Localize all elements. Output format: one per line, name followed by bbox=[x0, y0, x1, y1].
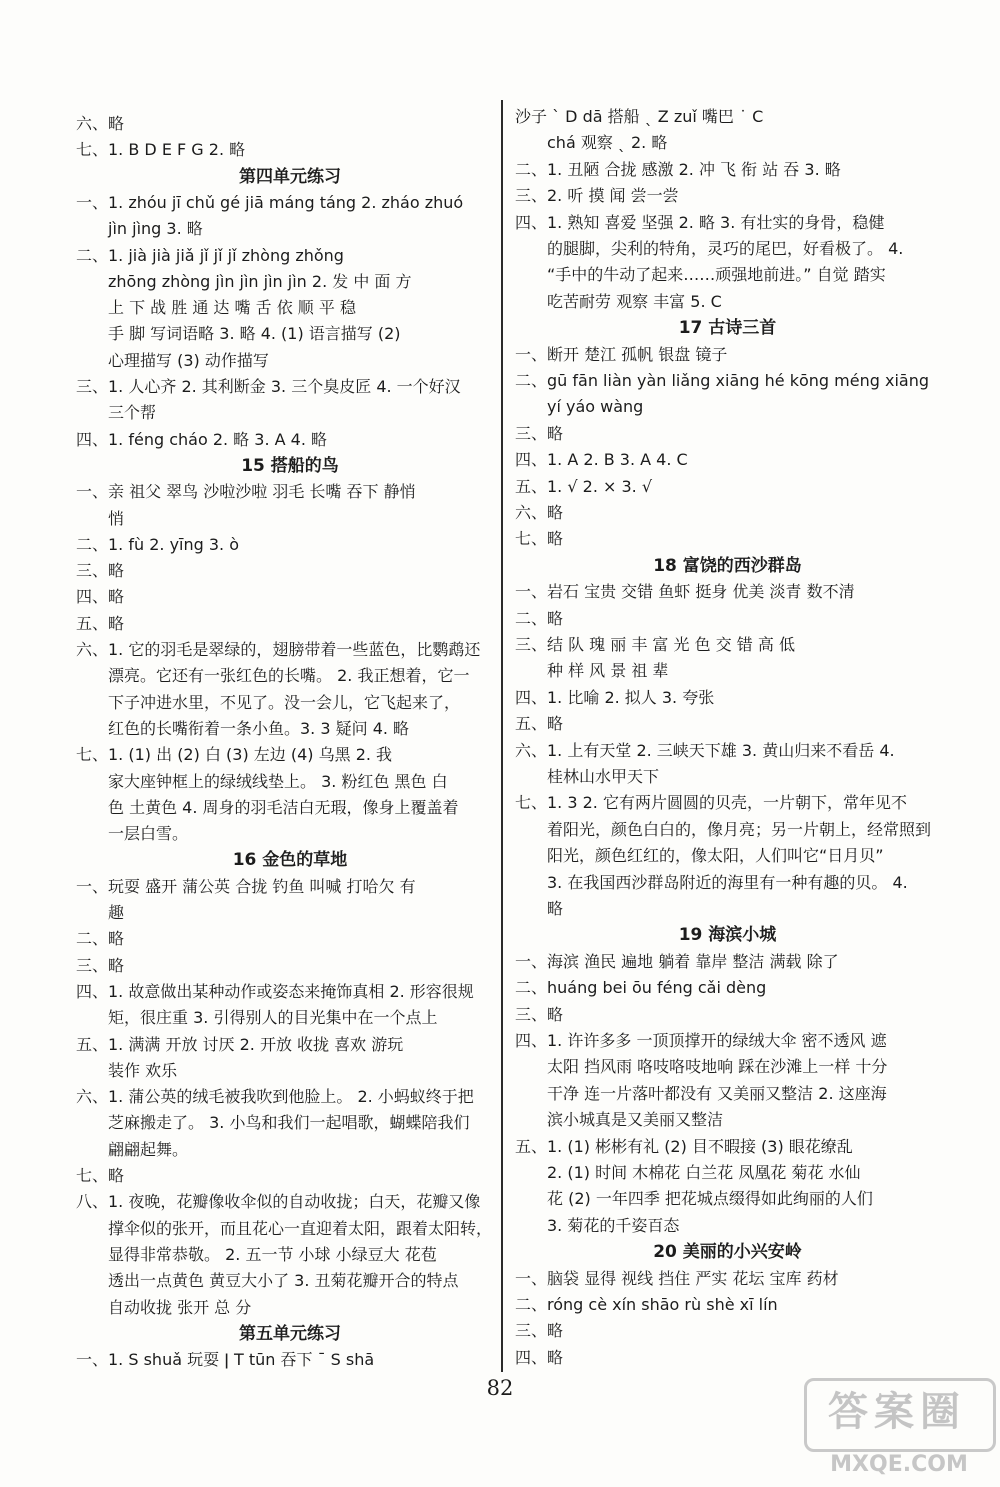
answer-line: 一、1. zhóu jī chǔ gé jiā máng táng 2. zháo zhuó bbox=[76, 192, 464, 212]
section-heading: 20 美丽的小兴安岭 bbox=[653, 1242, 802, 1263]
answer-line: yí yáo wàng bbox=[547, 397, 644, 417]
answer-line: 色 土黄色 4. 周身的羽毛洁白无瑕，像身上覆盖着 bbox=[108, 797, 459, 817]
answer-line: 手 脚 写词语略 3. 略 4. (1) 语言描写 (2) bbox=[108, 324, 401, 344]
answer-line: 翩翩起舞。 bbox=[108, 1139, 189, 1159]
answer-line: 四、1. 比喻 2. 拟人 3. 夸张 bbox=[515, 687, 715, 707]
section-heading: 16 金色的草地 bbox=[232, 850, 348, 871]
answer-line: 三、略 bbox=[515, 1004, 564, 1024]
answer-line: “手中的牛动了起来……顽强地前进。” 自觉 踏实 bbox=[547, 265, 886, 285]
answer-line: 一、亲 祖父 翠鸟 沙啦沙啦 羽毛 长嘴 吞下 静悄 bbox=[76, 482, 416, 502]
answer-line: 悄 bbox=[108, 508, 125, 528]
answer-line: 四、1. 许许多多 一顶顶撑开的绿绒大伞 密不透风 遮 bbox=[515, 1031, 887, 1050]
answer-line: 着阳光，颜色白白的，像月亮；另一片朝上，经常照到 bbox=[547, 819, 932, 839]
answer-line: 一、断开 楚江 孤帆 银盘 镜子 bbox=[515, 344, 728, 364]
answer-line: 一、脑袋 显得 视线 挡住 严实 花坛 宝库 药材 bbox=[515, 1268, 839, 1288]
answer-line: 的腿脚，尖利的特角，灵巧的尾巴，好看极了。 4. bbox=[547, 239, 904, 258]
answer-line: 二、róng cè xín shāo rù shè xī lín bbox=[515, 1295, 778, 1314]
answer-line: 五、1. (1) 彬彬有礼 (2) 目不暇接 (3) 眼花缭乱 bbox=[515, 1136, 853, 1156]
answer-line: 干净 连一片落叶都没有 又美丽又整洁 2. 这座海 bbox=[547, 1083, 887, 1103]
answer-line: 六、1. 蒲公英的绒毛被我吹到他脸上。 2. 小蚂蚁终于把 bbox=[76, 1087, 474, 1107]
answer-line: 一、岩石 宝贵 交错 鱼虾 挺身 优美 淡青 数不清 bbox=[515, 582, 855, 602]
answer-line: 红色的长嘴衔着一条小鱼。3. 3 疑问 4. 略 bbox=[108, 718, 410, 738]
answer-line: 七、1. B D E F G 2. 略 bbox=[76, 140, 246, 160]
answer-line: 3. 菊花的千姿百态 bbox=[547, 1215, 680, 1235]
answer-line: 三、略 bbox=[515, 1321, 564, 1341]
answer-line: 七、1. 3 2. 它有两片圆圆的贝壳，一片朝下，常年见不 bbox=[515, 793, 907, 813]
watermark bbox=[804, 1378, 994, 1478]
section-heading: 第五单元练习 bbox=[239, 1323, 341, 1344]
answer-line: 矩，很庄重 3. 引得别人的目光集中在一个点上 bbox=[108, 1008, 438, 1028]
answer-line: 四、1. 故意做出某种动作或姿态来掩饰真相 2. 形容很规 bbox=[76, 981, 474, 1001]
answer-line: 五、1. √ 2. × 3. √ bbox=[515, 476, 653, 496]
answer-line: chá 观察 ˎ 2. 略 bbox=[547, 133, 668, 153]
answer-line: 四、略 bbox=[515, 1347, 564, 1367]
answer-line: 四、1. A 2. B 3. A 4. C bbox=[515, 450, 688, 470]
answer-line: 心理描写 (3) 动作描写 bbox=[108, 350, 269, 370]
answer-line: 滨小城真是又美丽又整洁 bbox=[547, 1110, 724, 1130]
answer-line: 种 样 风 景 祖 辈 bbox=[547, 661, 669, 681]
answer-line: 自动收拢 张开 总 分 bbox=[108, 1297, 252, 1317]
section-heading: 第四单元练习 bbox=[239, 166, 341, 187]
section-heading: 19 海滨小城 bbox=[678, 925, 777, 946]
answer-line: 桂林山水甲天下 bbox=[547, 767, 660, 786]
answer-line: 上 下 战 胜 通 达 嘴 舌 依 顺 平 稳 bbox=[108, 298, 356, 318]
answer-line: 五、略 bbox=[515, 714, 564, 734]
answer-line: 六、1. 它的羽毛是翠绿的，翅膀带着一些蓝色，比鹦鹉还 bbox=[76, 640, 481, 659]
answer-line: 花 (2) 一年四季 把花城点缀得如此绚丽的人们 bbox=[547, 1189, 873, 1209]
answer-line: 七、1. (1) 出 (2) 白 (3) 左边 (4) 乌黑 2. 我 bbox=[76, 745, 393, 765]
answer-line: 一层白雪。 bbox=[108, 824, 189, 844]
answer-line: 四、1. 熟知 喜爱 坚强 2. 略 3. 有壮实的身骨，稳健 bbox=[515, 212, 885, 232]
answer-line: 三个帮 bbox=[108, 403, 157, 423]
section-heading: 18 富饶的西沙群岛 bbox=[653, 555, 802, 576]
page-number: 82 bbox=[486, 1376, 514, 1400]
answer-line: 三、2. 听 摸 闻 尝一尝 bbox=[515, 186, 679, 206]
answer-line: 六、略 bbox=[515, 503, 564, 522]
answer-line: 二、1. jià jià jiǎ jǐ jǐ jǐ zhòng zhǒng bbox=[76, 245, 344, 265]
answer-line: 芝麻搬走了。 3. 小鸟和我们一起唱歌，蝴蝶陪我们 bbox=[108, 1113, 470, 1133]
answer-line: 一、1. S shuǎ 玩耍 ǀ T tūn 吞下 ˉ S shā bbox=[76, 1350, 375, 1370]
section-heading: 17 古诗三首 bbox=[678, 318, 777, 339]
section-heading: 15 搭船的鸟 bbox=[241, 455, 339, 476]
answer-line: 二、gū fān liàn yàn liǎng xiāng hé kōng méng xiāng bbox=[515, 371, 929, 390]
answer-line: 家大座钟框上的绿绒线垫上。 3. 粉红色 黑色 白 bbox=[108, 771, 448, 791]
answer-line: 2. (1) 时间 木棉花 白兰花 凤凰花 菊花 水仙 bbox=[547, 1163, 861, 1182]
answer-line: 五、1. 满满 开放 讨厌 2. 开放 收拢 喜欢 游玩 bbox=[76, 1034, 404, 1054]
answer-line: 五、略 bbox=[76, 613, 125, 633]
answer-line: 漂亮。它还有一张红色的长嘴。 2. 我正想着，它一 bbox=[108, 666, 470, 686]
answer-line: 吃苦耐劳 观察 丰富 5. C bbox=[547, 291, 722, 311]
answer-line: 二、1. fù 2. yīng 3. ò bbox=[76, 534, 240, 554]
answer-line: 沙子 ˋ D dā 搭船 ˎ Z zuǐ 嘴巴 ˙ C bbox=[515, 107, 764, 126]
answer-line: 二、略 bbox=[76, 929, 125, 949]
answer-line: 二、略 bbox=[515, 608, 564, 628]
answer-line: 七、略 bbox=[515, 529, 564, 549]
answer-line: 装作 欢乐 bbox=[108, 1060, 178, 1080]
answer-line: 六、1. 上有天堂 2. 三峡天下雄 3. 黄山归来不看岳 4. bbox=[515, 740, 895, 760]
answer-line: 显得非常恭敬。 2. 五一节 小球 小绿豆大 花苞 bbox=[108, 1244, 437, 1264]
answer-line: 二、huáng bei ōu féng cǎi dèng bbox=[515, 978, 767, 998]
answer-line: 三、结 队 瑰 丽 丰 富 光 色 交 错 高 低 bbox=[515, 635, 795, 654]
answer-line: 三、略 bbox=[76, 955, 125, 975]
answer-line: zhōng zhòng jìn jìn jìn jìn 2. 发 中 面 方 bbox=[108, 271, 412, 291]
watermark-url: MXQE.COM bbox=[830, 1452, 968, 1477]
answer-line: 三、略 bbox=[515, 423, 564, 443]
answer-line: jìn jìng 3. 略 bbox=[108, 219, 203, 239]
answer-line: 四、略 bbox=[76, 587, 125, 607]
answer-line: 二、1. 丑陋 合拢 感激 2. 冲 飞 衔 站 吞 3. 略 bbox=[515, 159, 841, 179]
answer-line: 六、略 bbox=[76, 114, 125, 133]
answer-line: 八、1. 夜晚，花瓣像收伞似的自动收拢；白天，花瓣又像 bbox=[76, 1192, 481, 1212]
answer-line: 3. 在我国西沙群岛附近的海里有一种有趣的贝。 4. bbox=[547, 872, 908, 892]
answer-line: 趣 bbox=[108, 903, 125, 922]
answer-line: 透出一点黄色 黄豆大小了 3. 丑菊花瓣开合的特点 bbox=[108, 1271, 459, 1291]
answer-line: 太阳 挡风雨 咯吱咯吱地响 踩在沙滩上一样 十分 bbox=[547, 1057, 888, 1077]
answer-line: 阳光，颜色红红的，像太阳，人们叫它“日月贝” bbox=[547, 846, 884, 866]
answer-line: 下子冲进水里，不见了。没一会儿，它飞起来了， bbox=[108, 692, 461, 712]
answer-line: 三、略 bbox=[76, 561, 125, 581]
answer-line: 撑伞似的张开，而且花心一直迎着太阳，跟着太阳转， bbox=[108, 1218, 493, 1238]
answer-line: 三、1. 人心齐 2. 其利断金 3. 三个臭皮匠 4. 一个好汉 bbox=[76, 377, 461, 396]
answer-line: 七、略 bbox=[76, 1166, 125, 1185]
answer-line: 四、1. féng cháo 2. 略 3. A 4. 略 bbox=[76, 429, 328, 449]
answer-line: 略 bbox=[547, 899, 564, 918]
watermark-logo: 答案圈 bbox=[828, 1388, 966, 1435]
answer-line: 一、玩耍 盛开 蒲公英 合拢 钓鱼 叫喊 打哈欠 有 bbox=[76, 876, 416, 896]
answer-line: 一、海滨 渔民 遍地 躺着 靠岸 整洁 满载 除了 bbox=[515, 951, 839, 971]
column-divider bbox=[501, 100, 503, 1372]
